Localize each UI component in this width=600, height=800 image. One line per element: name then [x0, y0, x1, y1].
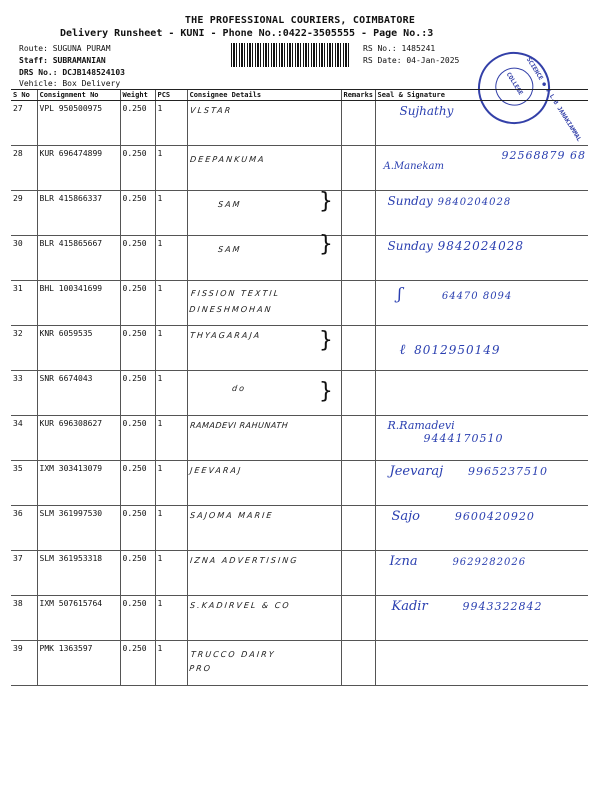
col-seal-signature: Seal & Signature	[375, 90, 588, 101]
table-row	[11, 416, 588, 461]
weight: 0.250	[120, 281, 155, 326]
pcs: 1	[155, 461, 187, 506]
consignee-cell	[187, 326, 341, 371]
runsheet-subtitle: Delivery Runsheet - KUNI - Phone No.:0422-3505555 - Page No.:3	[60, 28, 434, 39]
rs-number: RS No.: 1485241	[363, 44, 436, 53]
signature-cell	[375, 281, 588, 326]
signature-cell	[375, 101, 588, 146]
consignee-handwriting: SAJOMA MARIE	[189, 511, 274, 520]
table-row	[11, 326, 588, 371]
consignment-no: KNR 6059535	[37, 326, 120, 371]
pcs: 1	[155, 236, 187, 281]
sno: 34	[11, 416, 37, 461]
consignee-cell	[187, 506, 341, 551]
weight: 0.250	[120, 416, 155, 461]
consignee-handwriting: TRUCCO DAIRY PRO	[188, 650, 276, 673]
sno: 33	[11, 371, 37, 416]
signature-cell	[375, 551, 588, 596]
sno: 36	[11, 506, 37, 551]
consignee-handwriting: FISSION TEXTIL DINESHMOHAN	[188, 289, 281, 314]
consignee-cell	[187, 596, 341, 641]
signature-cell	[375, 461, 588, 506]
signature-cell	[375, 146, 588, 191]
phone-number: 9842024028	[437, 239, 524, 253]
col-pcs: PCS	[155, 90, 187, 101]
pcs: 1	[155, 326, 187, 371]
signature: Izna	[389, 554, 418, 569]
consignment-no: SLM 361953318	[37, 551, 120, 596]
remarks-cell	[341, 596, 375, 641]
consignee-handwriting: IZNA ADVERTISING	[189, 556, 299, 565]
consignment-no: IXM 507615764	[37, 596, 120, 641]
pcs: 1	[155, 191, 187, 236]
brace-mark: }	[319, 379, 333, 404]
consignee-handwriting: THYAGARAJA	[189, 331, 262, 340]
weight: 0.250	[120, 506, 155, 551]
sno: 28	[11, 146, 37, 191]
signature-cell	[375, 191, 588, 236]
signature-scribble: ʃ	[397, 284, 402, 303]
sno: 39	[11, 641, 37, 686]
col-remarks: Remarks	[341, 90, 375, 101]
consignee-cell	[187, 101, 341, 146]
consignee-cell	[187, 281, 341, 326]
pcs: 1	[155, 596, 187, 641]
signature-cell	[375, 506, 588, 551]
signature-cell	[375, 371, 588, 416]
staff: Staff: SUBRAMANIAN	[19, 56, 106, 65]
weight: 0.250	[120, 326, 155, 371]
phone-number: 9943322842	[462, 600, 543, 613]
weight: 0.250	[120, 596, 155, 641]
signature-cell	[375, 236, 588, 281]
consignee-cell	[187, 416, 341, 461]
consignee-cell	[187, 232, 341, 281]
consignment-no: BHL 100341699	[37, 281, 120, 326]
consignee-cell	[187, 551, 341, 596]
remarks-cell	[341, 551, 375, 596]
signature: Sajo	[391, 509, 421, 524]
signature: Jeevaraj	[389, 464, 444, 479]
consignment-no: VPL 950500975	[37, 101, 120, 146]
sno: 27	[11, 101, 37, 146]
table-row	[11, 281, 588, 326]
consignee-handwriting: SAM	[217, 200, 242, 209]
rs-date: RS Date: 04-Jan-2025	[363, 56, 460, 65]
pcs: 1	[155, 146, 187, 191]
table-row	[11, 191, 588, 236]
sno: 31	[11, 281, 37, 326]
remarks-cell	[341, 236, 375, 281]
table-header	[11, 90, 588, 101]
signature-cell	[375, 326, 588, 371]
brace-mark: }	[319, 189, 333, 214]
stamp-text: SCIENCE ● V.L.B JANAKIAMMAL	[524, 56, 583, 143]
table-row	[11, 551, 588, 596]
table-row	[11, 146, 588, 191]
weight: 0.250	[120, 461, 155, 506]
remarks-cell	[341, 641, 375, 686]
table-row	[11, 596, 588, 641]
weight: 0.250	[120, 146, 155, 191]
remarks-cell	[341, 506, 375, 551]
remarks-cell	[341, 371, 375, 416]
remarks-cell	[341, 416, 375, 461]
weight: 0.250	[120, 101, 155, 146]
remarks-cell	[341, 326, 375, 371]
phone-number: 8012950149	[414, 343, 501, 357]
table-row	[11, 506, 588, 551]
pcs: 1	[155, 641, 187, 686]
pcs: 1	[155, 416, 187, 461]
consignment-no: KUR 696308627	[37, 416, 120, 461]
drs-number: DRS No.: DCJB148524103	[19, 68, 125, 77]
col-weight: Weight	[120, 90, 155, 101]
phone-number: 9629282026	[452, 557, 527, 568]
consignee-handwriting: VLSTAR	[189, 106, 233, 115]
remarks-cell	[341, 146, 375, 191]
weight: 0.250	[120, 236, 155, 281]
brace-mark: }	[319, 328, 333, 353]
company-title: THE PROFESSIONAL COURIERS, COIMBATORE	[184, 15, 416, 26]
signature: Sujhathy	[399, 104, 454, 118]
pcs: 1	[155, 371, 187, 416]
barcode	[231, 43, 349, 67]
phone-number: 64470 8094	[441, 291, 513, 302]
weight: 0.250	[120, 371, 155, 416]
pcs: 1	[155, 101, 187, 146]
signature: A.Manekam	[383, 161, 444, 172]
consignment-no: IXM 303413079	[37, 461, 120, 506]
phone-number: 9840204028	[437, 197, 512, 208]
pcs: 1	[155, 506, 187, 551]
signature-cell	[375, 596, 588, 641]
sno: 30	[11, 236, 37, 281]
signature: Sunday	[387, 194, 433, 208]
weight: 0.250	[120, 191, 155, 236]
remarks-cell	[341, 281, 375, 326]
col-consignee: Consignee Details	[187, 90, 341, 101]
sno: 32	[11, 326, 37, 371]
remarks-cell	[341, 101, 375, 146]
brace-mark: }	[319, 232, 333, 257]
consignment-no: PMK 1363597	[37, 641, 120, 686]
consignee-cell	[187, 371, 341, 416]
remarks-cell	[341, 191, 375, 236]
signature-scribble: ℓ	[399, 342, 406, 358]
col-consignment-no: Consignment No	[37, 90, 120, 101]
signature-cell	[375, 641, 588, 686]
consignment-no: BLR 415865667	[37, 236, 120, 281]
pcs: 1	[155, 551, 187, 596]
consignee-handwriting: S.KADIRVEL & CO	[189, 601, 291, 610]
table-row	[11, 101, 588, 146]
signature-cell	[375, 416, 588, 461]
sno: 37	[11, 551, 37, 596]
phone-number: 9444170510	[423, 432, 504, 445]
consignment-no: KUR 696474899	[37, 146, 120, 191]
remarks-cell	[341, 461, 375, 506]
weight: 0.250	[120, 551, 155, 596]
signature: Kadir	[391, 599, 428, 614]
delivery-table	[11, 89, 588, 686]
phone-number: 92568879 68	[501, 149, 586, 162]
consignee-handwriting: JEEVARAJ	[189, 466, 243, 475]
weight: 0.250	[120, 641, 155, 686]
consignment-no: SLM 361997530	[37, 506, 120, 551]
stamp-text-2: COLLEGE	[504, 71, 525, 97]
consignee-handwriting: DEEPANKUMA	[189, 155, 266, 164]
consignment-no: BLR 415866337	[37, 191, 120, 236]
consignee-handwriting: do	[231, 384, 246, 393]
pcs: 1	[155, 281, 187, 326]
consignment-no: SNR 6674043	[37, 371, 120, 416]
consignee-cell	[187, 146, 341, 191]
table-row	[11, 461, 588, 506]
consignee-handwriting: RAMADEVI RAHUNATH	[189, 421, 289, 430]
consignee-handwriting: SAM	[217, 245, 242, 254]
sno: 29	[11, 191, 37, 236]
phone-number: 9965237510	[468, 465, 549, 478]
sno: 38	[11, 596, 37, 641]
table-row	[11, 371, 588, 416]
route: Route: SUGUNA PURAM	[19, 44, 111, 53]
table-row	[11, 641, 588, 686]
col-sno: S No	[11, 90, 37, 101]
phone-number: 9600420920	[454, 510, 535, 523]
signature: Sunday	[387, 239, 433, 253]
table-row	[11, 236, 588, 281]
consignee-cell	[187, 191, 341, 236]
sno: 35	[11, 461, 37, 506]
signature: R.Ramadevi	[387, 419, 455, 432]
consignee-cell	[187, 641, 341, 686]
vehicle: Vehicle: Box Delivery	[19, 79, 121, 88]
consignee-cell	[187, 461, 341, 506]
